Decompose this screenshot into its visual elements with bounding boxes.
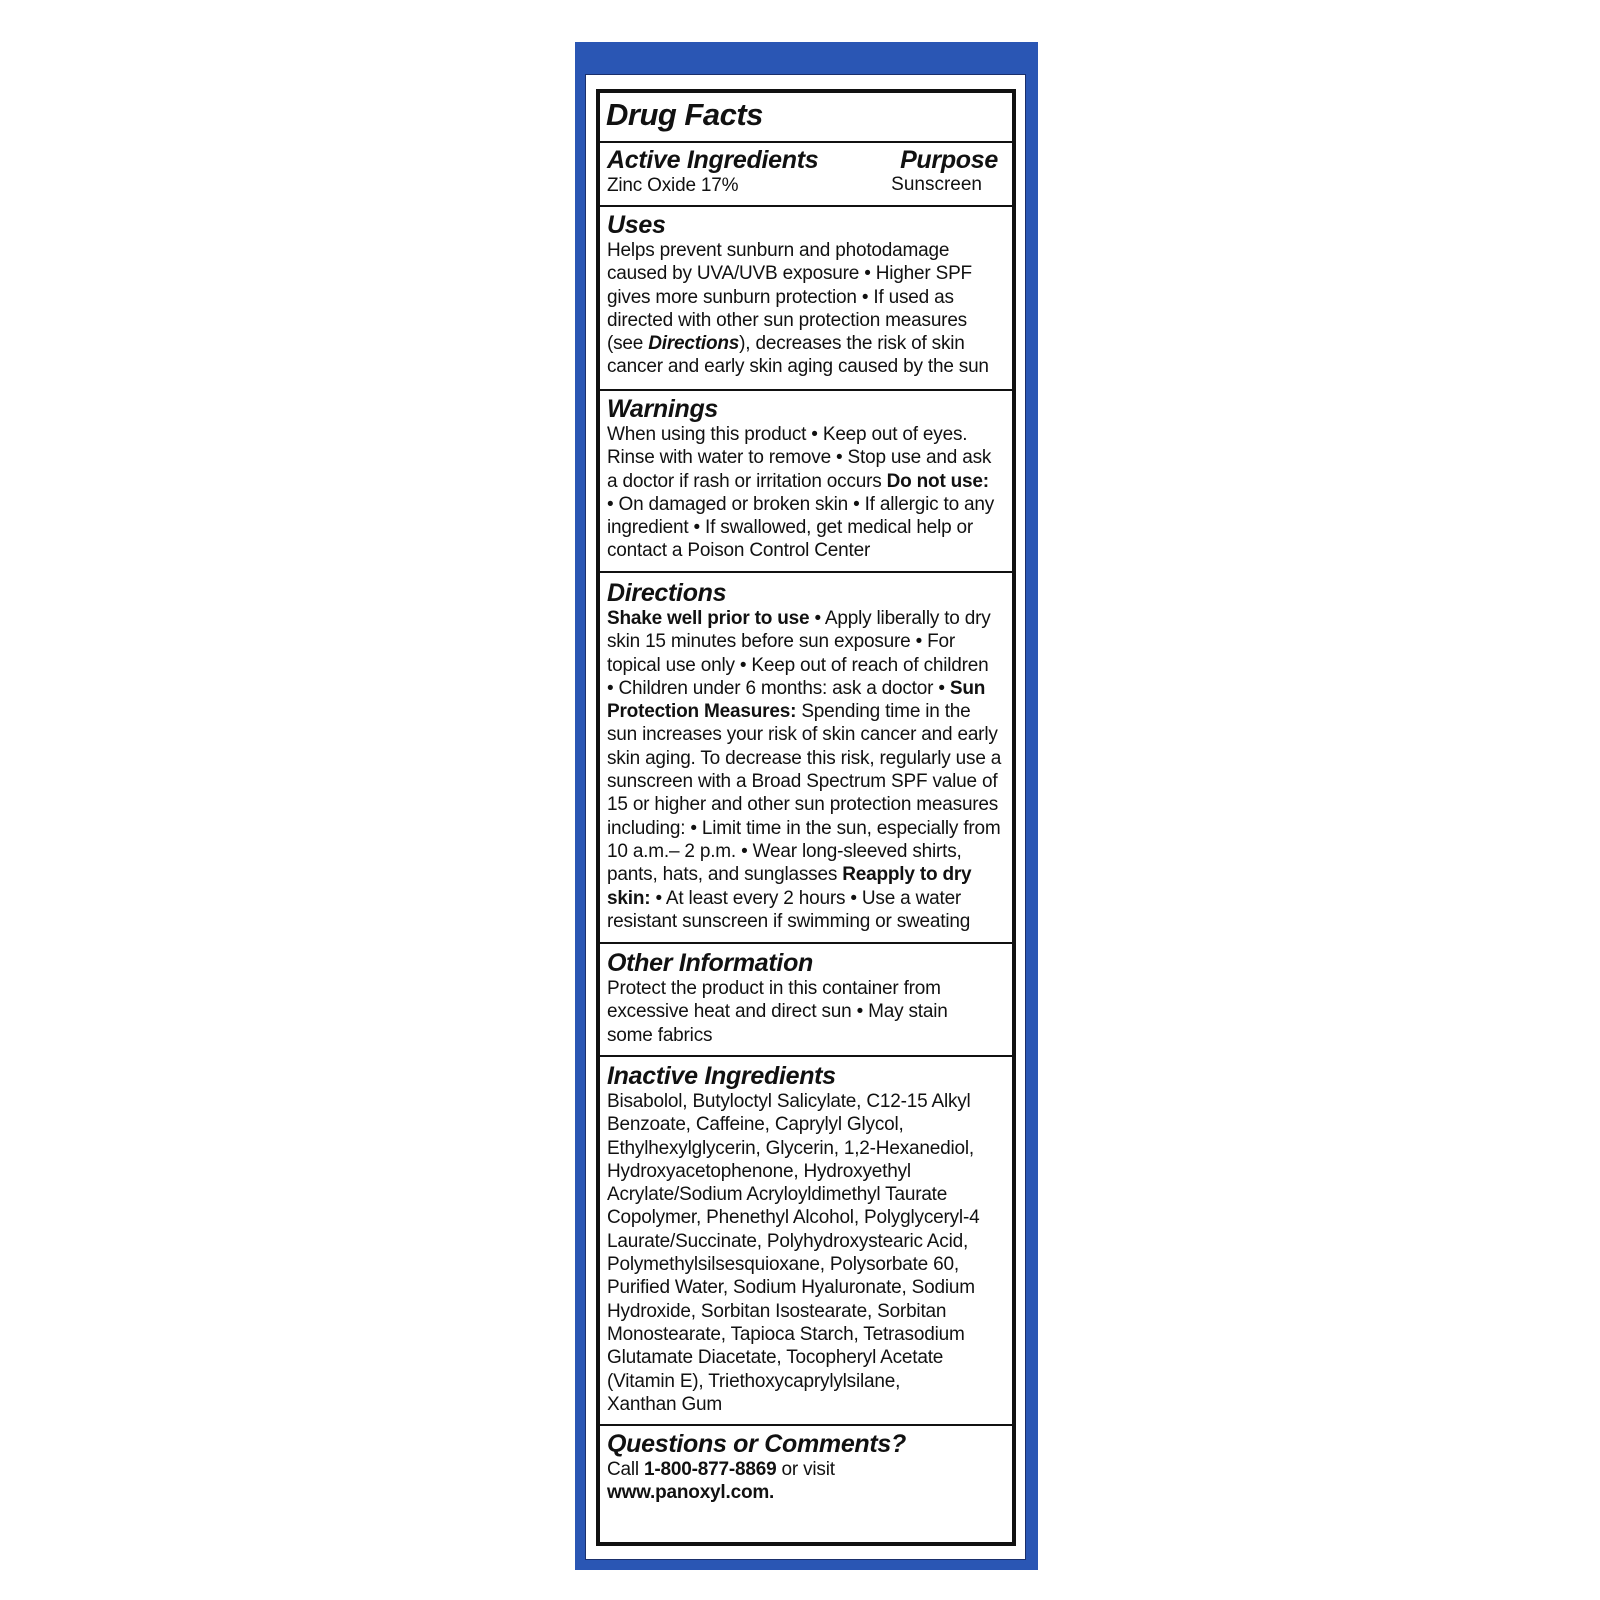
questions-heading: Questions or Comments? <box>607 1430 906 1458</box>
text-line: Bisabolol, Butyloctyl Salicylate, C12-15 Alkyl <box>607 1091 971 1112</box>
text-line <box>607 700 1008 723</box>
text-line: sunscreen with a Broad Spectrum SPF value of <box>607 771 998 793</box>
text-line: Laurate/Succinate, Polyhydroxystearic Acid, <box>607 1230 969 1252</box>
drug-facts-title: Drug Facts <box>606 97 763 132</box>
divider <box>600 1055 1012 1057</box>
text-fragment: • Children under 6 months: ask a doctor • <box>607 677 950 699</box>
warnings-heading: Warnings <box>607 395 719 423</box>
divider <box>600 205 1012 207</box>
directions-section <box>607 580 1008 933</box>
text-line <box>607 887 1008 910</box>
other-information-text <box>607 977 1008 1047</box>
divider <box>600 141 1012 143</box>
text-fragment: Spending time in the <box>796 701 971 723</box>
text-line: Hydroxyacetophenone, Hydroxyethyl <box>607 1160 911 1182</box>
directions-heading: Directions <box>607 579 727 607</box>
text-fragment: • At least every 2 hours • Use a water <box>650 887 962 909</box>
uses-section <box>607 212 1008 379</box>
do-not-use-label: Do not use: <box>886 470 989 492</box>
text-line: Helps prevent sunburn and photodamage <box>607 240 950 261</box>
text-line: Hydroxide, Sorbitan Isostearate, Sorbitan <box>607 1300 947 1322</box>
text-line: • On damaged or broken skin • If allergic to any <box>607 493 995 515</box>
text-line: 15 or higher and other sun protection measures <box>607 794 999 816</box>
phone-number: 1-800-877-8869 <box>644 1459 777 1480</box>
text-fragment: a doctor if rash or irritation occurs <box>607 470 887 492</box>
text-line: skin 15 minutes before sun exposure • For <box>607 631 956 653</box>
warnings-section <box>607 396 1008 563</box>
text-line: Glutamate Diacetate, Tocopheryl Acetate <box>607 1347 944 1369</box>
text-line: Rinse with water to remove • Stop use and ask <box>607 447 992 469</box>
text-line: (Vitamin E), Triethoxycaprylylsilane, <box>607 1370 901 1392</box>
text-line: Benzoate, Caffeine, Caprylyl Glycol, <box>607 1114 904 1136</box>
inactive-ingredients-section <box>607 1063 1008 1416</box>
text-line: gives more sunburn protection • If used as <box>607 286 954 308</box>
uses-text <box>607 239 1008 379</box>
text-line: including: • Limit time in the sun, especially from <box>607 817 1001 839</box>
text-fragment: Call <box>607 1459 645 1480</box>
text-line: ingredient • If swallowed, get medical help or <box>607 517 974 539</box>
directions-reference: Directions <box>648 333 740 355</box>
divider <box>600 389 1012 391</box>
text-fragment: pants, hats, and sunglasses <box>607 864 843 886</box>
bold-phrase: Protection Measures: <box>607 701 797 723</box>
uses-heading: Uses <box>607 211 666 239</box>
text-line <box>607 332 1008 355</box>
text-line: When using this product • Keep out of eyes. <box>607 424 968 445</box>
text-fragment: (see <box>607 333 649 355</box>
text-line: Polymethylsilsesquioxane, Polysorbate 60, <box>607 1254 959 1276</box>
text-line: topical use only • Keep out of reach of children <box>607 654 989 676</box>
text-line: directed with other sun protection measures <box>607 309 967 331</box>
website-url: www.panoxyl.com. <box>607 1482 775 1504</box>
text-line: Xanthan Gum <box>607 1393 723 1415</box>
text-line <box>607 677 1008 700</box>
other-information-section <box>607 950 1008 1047</box>
inactive-ingredients-text <box>607 1090 1008 1416</box>
text-line: some fabrics <box>607 1024 713 1046</box>
active-ingredients-heading: Active Ingredients <box>607 146 819 174</box>
divider <box>600 1424 1012 1426</box>
text-line: resistant sunscreen if swimming or sweating <box>607 910 971 932</box>
bold-phrase: Shake well prior to use <box>607 608 810 629</box>
active-ingredients-section <box>607 147 1008 197</box>
questions-section <box>607 1431 1008 1505</box>
text-fragment: or visit <box>776 1459 835 1480</box>
text-line: 10 a.m.– 2 p.m. • Wear long-sleeved shirts, <box>607 840 962 862</box>
text-line: Ethylhexylglycerin, Glycerin, 1,2-Hexanediol, <box>607 1137 974 1159</box>
bold-phrase: skin: <box>607 887 651 909</box>
text-line <box>607 1458 1008 1481</box>
bold-phrase: Sun <box>949 677 986 699</box>
text-line: contact a Poison Control Center <box>607 540 871 562</box>
bold-phrase: Reapply to dry <box>842 864 972 886</box>
text-line: cancer and early skin aging caused by the sun <box>607 356 989 378</box>
inactive-ingredients-heading: Inactive Ingredients <box>607 1062 836 1090</box>
divider <box>600 571 1012 573</box>
text-line <box>607 470 1008 493</box>
divider <box>600 942 1012 944</box>
text-line: Copolymer, Phenethyl Alcohol, Polyglyceryl-4 <box>607 1207 980 1229</box>
text-line: Monostearate, Tapioca Starch, Tetrasodium <box>607 1323 965 1345</box>
other-information-heading: Other Information <box>607 949 814 977</box>
text-line <box>607 863 1008 886</box>
text-line: Protect the product in this container from <box>607 978 941 999</box>
text-line: caused by UVA/UVB exposure • Higher SPF <box>607 263 972 285</box>
drug-facts-label <box>596 89 1016 1546</box>
purpose-value: Sunscreen <box>891 174 982 195</box>
text-line: Acrylate/Sodium Acryloyldimethyl Taurate <box>607 1184 948 1206</box>
active-ingredient-value: Zinc Oxide 17% <box>607 175 739 196</box>
questions-text <box>607 1458 1008 1505</box>
text-line <box>607 607 1008 630</box>
text-line: Purified Water, Sodium Hyaluronate, Sodium <box>607 1277 975 1299</box>
text-line <box>607 1481 1008 1504</box>
warnings-text <box>607 423 1008 563</box>
text-fragment: • Apply liberally to dry <box>809 608 991 629</box>
text-fragment: ), decreases the risk of skin <box>739 333 965 355</box>
text-line: skin aging. To decrease this risk, regularly use a <box>607 747 1002 769</box>
text-line: sun increases your risk of skin cancer and early <box>607 724 998 746</box>
purpose-heading: Purpose <box>900 146 998 174</box>
directions-text <box>607 607 1008 933</box>
text-line: excessive heat and direct sun • May stain <box>607 1001 948 1023</box>
